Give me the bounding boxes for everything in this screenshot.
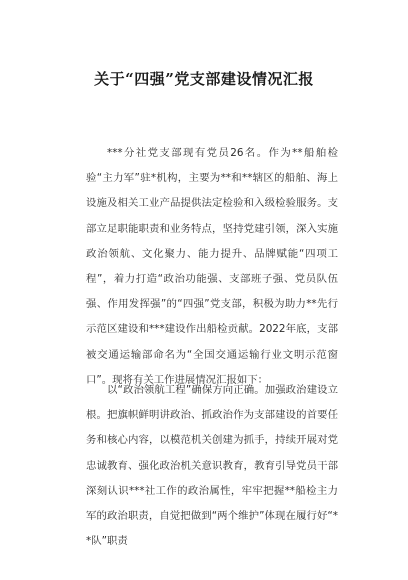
document-title: 关于“四强”党支部建设情况汇报 bbox=[94, 70, 314, 88]
intro-paragraph: ***分社党支部现有党员26名。作为**船舶检验“主力军”驻*机构，主要为**和**辖区的船舶、海上设施及相关工业产品提供法定检验和入级检验服务。支部立足职能职责和业务特点，坚持党建引领，深入实施政治领航、文化聚力、能力提升、品牌赋能“四项工程”，着力打造“政治功能强、支部班子强、党员队伍强、作用发挥强”的“四强”党支部，积极为助力**先行示范区建设和***建设作出船检贡献。2022年底，支部被交通运输部命名为“全国交通运输行业文明示范窗口”。现将有关工作进展情况汇报如下： bbox=[86, 147, 338, 386]
section-paragraph: 以“政治领航工程”确保方向正确。加强政治建设立根。把旗帜鲜明讲政治、抓政治作为支部建设的首要任务和核心内容，以模范机关创建为抓手，持续开展对党忠诚教育、强化政治机关意识教育，教育引导党员干部深刻认识***社工作的政治属性，牢牢把握**船检主力军的政治职责，自觉把做到“两个维护”体现在履行好“**队”职责 bbox=[86, 384, 338, 548]
